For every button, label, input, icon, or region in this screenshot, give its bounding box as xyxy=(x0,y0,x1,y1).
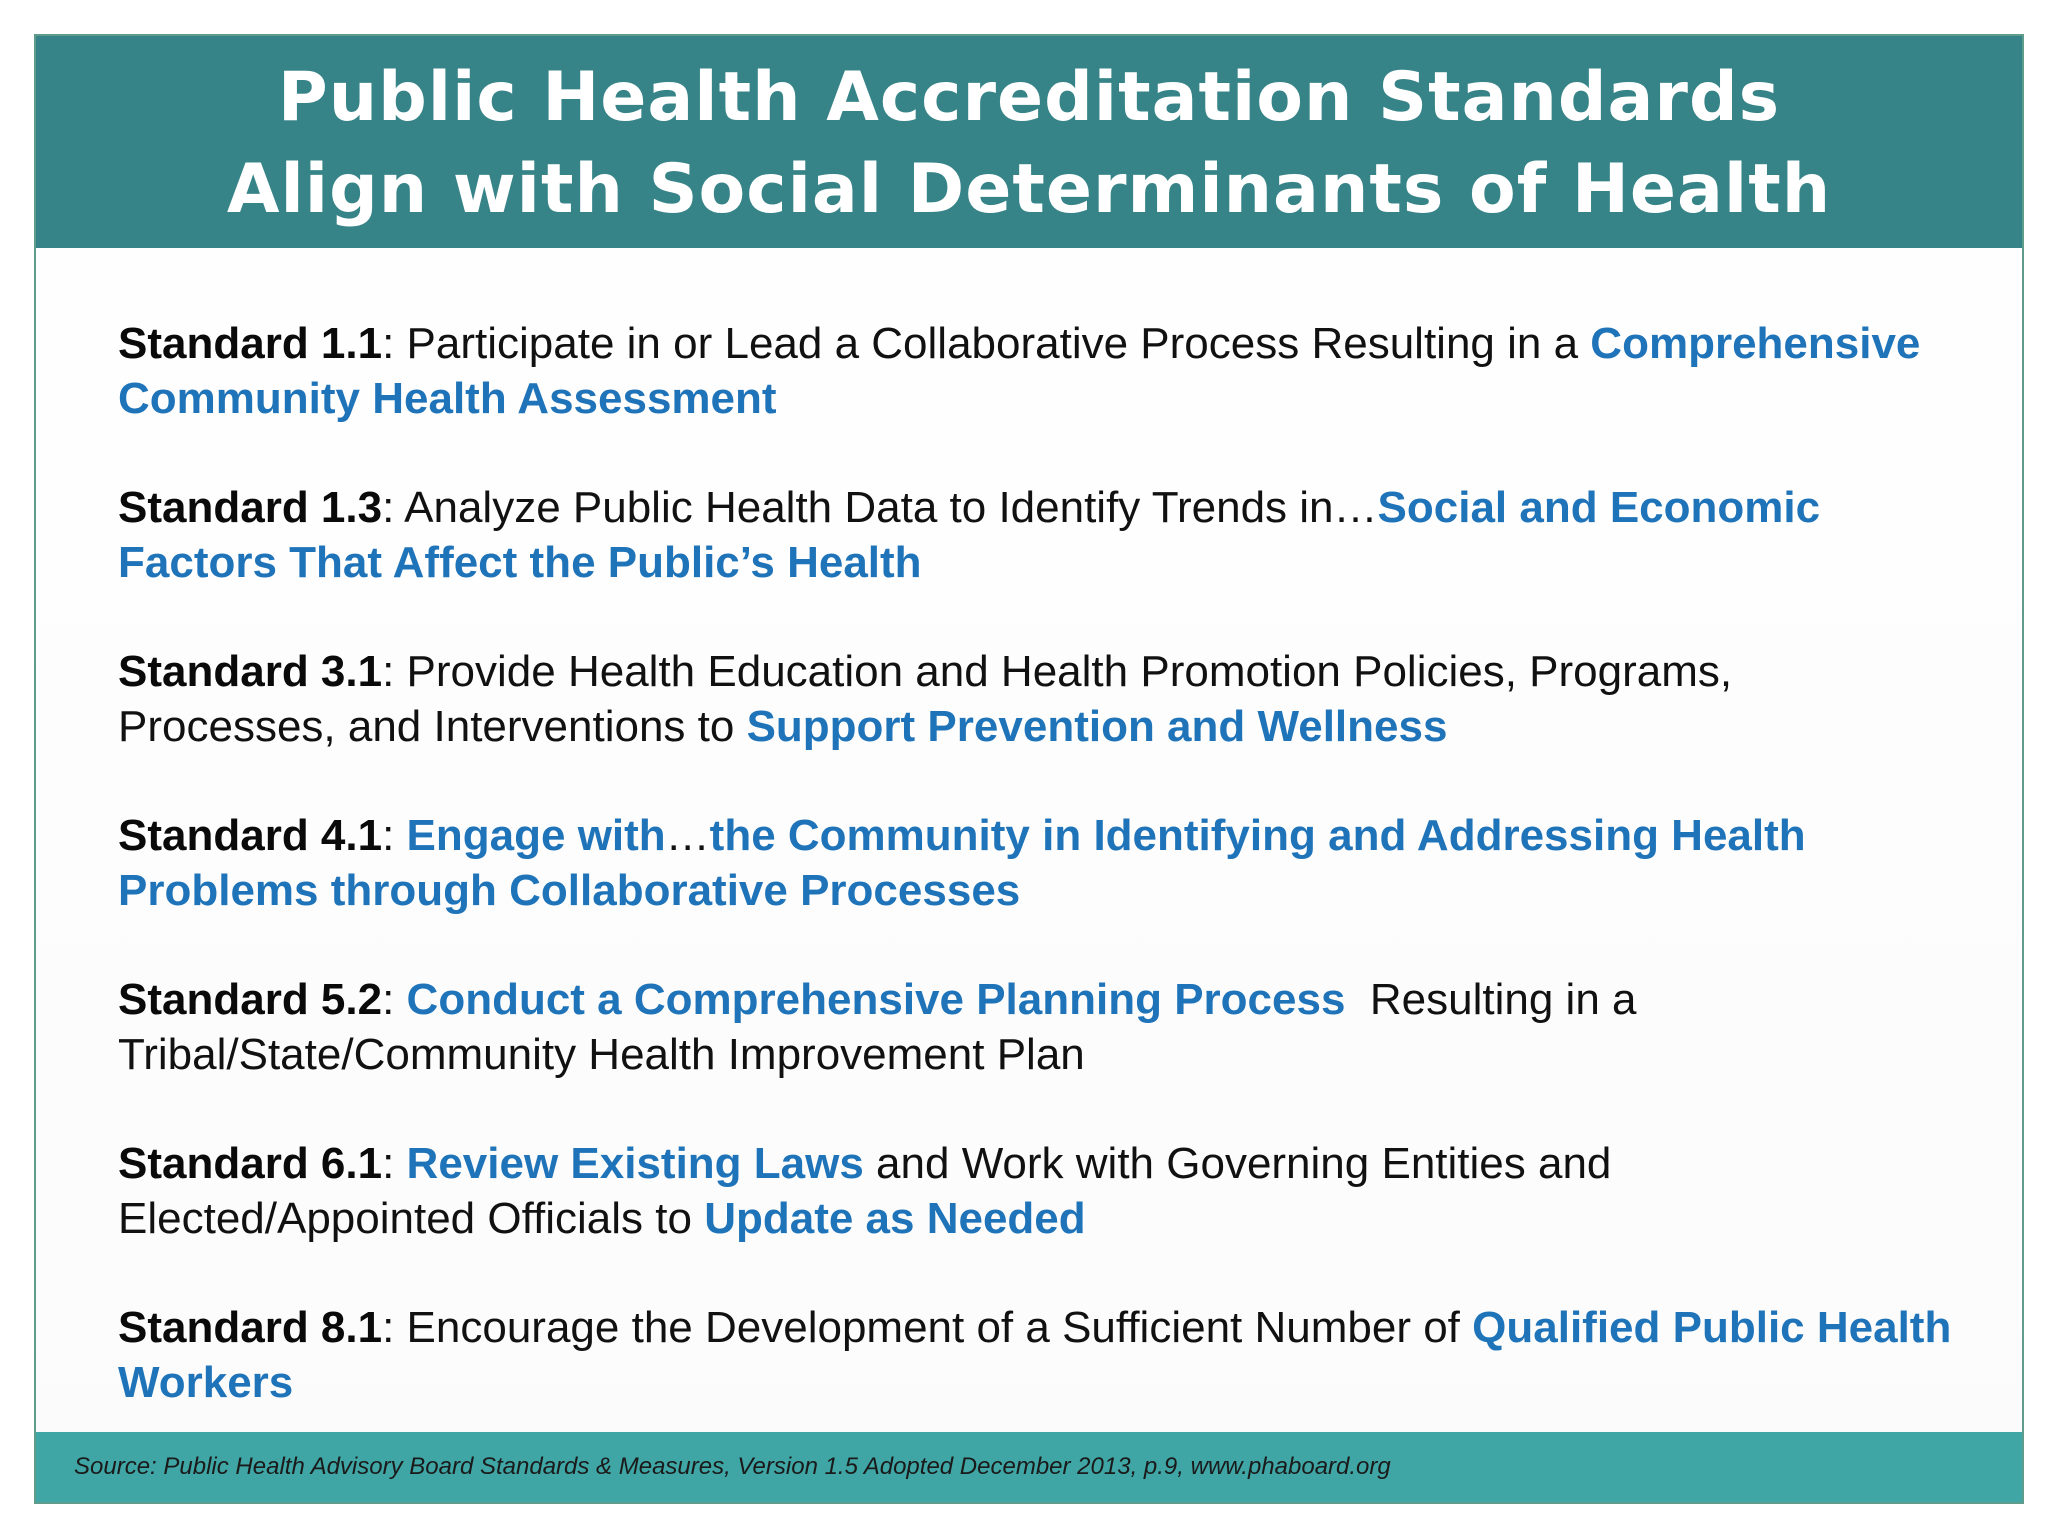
slide-title-line-2: Align with Social Determinants of Health xyxy=(226,150,1832,229)
standard-item xyxy=(118,316,1958,426)
standard-text: Provide Health Education and Health Promotion Policies, Programs, Processes, and Interventions to xyxy=(118,647,1733,751)
standard-label: Standard 4.1 xyxy=(118,811,383,860)
standard-separator: : xyxy=(382,1139,407,1188)
standard-label: Standard 5.2 xyxy=(118,975,383,1024)
slide-title-line-1: Public Health Accreditation Standards xyxy=(277,58,1781,137)
title-bar xyxy=(36,36,2022,248)
standard-text: Analyze Public Health Data to Identify Trends in… xyxy=(404,483,1378,532)
standard-text: … xyxy=(665,811,710,860)
standard-separator: : xyxy=(382,811,407,860)
standard-separator: : xyxy=(382,319,407,368)
standard-item xyxy=(118,972,1958,1082)
standards-list xyxy=(118,316,1958,1464)
standard-item xyxy=(118,1136,1958,1246)
standard-label: Standard 8.1 xyxy=(118,1303,383,1352)
standard-separator: : xyxy=(382,975,407,1024)
standard-label: Standard 6.1 xyxy=(118,1139,383,1188)
standard-label: Standard 1.1 xyxy=(118,319,383,368)
slide xyxy=(34,34,2024,1504)
footer-bar xyxy=(36,1432,2022,1502)
standard-highlight: Qualified Public Health Workers xyxy=(118,1303,1952,1407)
standard-item xyxy=(118,644,1958,754)
standard-label: Standard 1.3 xyxy=(118,483,383,532)
standard-text: and Work with Governing Entities and Elected/Appointed Officials to xyxy=(118,1139,1612,1243)
standard-highlight: the Community in Identifying and Addressing Health Problems through Collaborative Processes xyxy=(118,811,1806,915)
source-citation: Source: Public Health Advisory Board Standards & Measures, Version 1.5 Adopted December 2013, p.9, www.phaboard.org xyxy=(74,1453,1391,1480)
standard-highlight: Update as Needed xyxy=(704,1194,1086,1243)
standard-highlight: Conduct a Comprehensive Planning Process xyxy=(406,975,1346,1024)
standard-text: Resulting in a Tribal/State/Community Health Improvement Plan xyxy=(118,975,1648,1079)
standard-highlight: Comprehensive Community Health Assessment xyxy=(118,319,1921,423)
standard-highlight: Social and Economic Factors That Affect the Public’s Health xyxy=(118,483,1821,587)
standard-highlight: Engage with xyxy=(406,811,666,860)
standard-separator: : xyxy=(382,1303,407,1352)
standard-item xyxy=(118,808,1958,918)
standard-text: Participate in or Lead a Collaborative Process Resulting in a xyxy=(406,319,1591,368)
standard-item xyxy=(118,1300,1958,1410)
standard-separator: : xyxy=(382,647,407,696)
standard-separator: : xyxy=(382,483,405,532)
standard-highlight: Support Prevention and Wellness xyxy=(746,702,1448,751)
standard-label: Standard 3.1 xyxy=(118,647,383,696)
standard-text: Encourage the Development of a Sufficient Number of xyxy=(406,1303,1473,1352)
standard-highlight: Review Existing Laws xyxy=(406,1139,864,1188)
standard-item xyxy=(118,480,1958,590)
